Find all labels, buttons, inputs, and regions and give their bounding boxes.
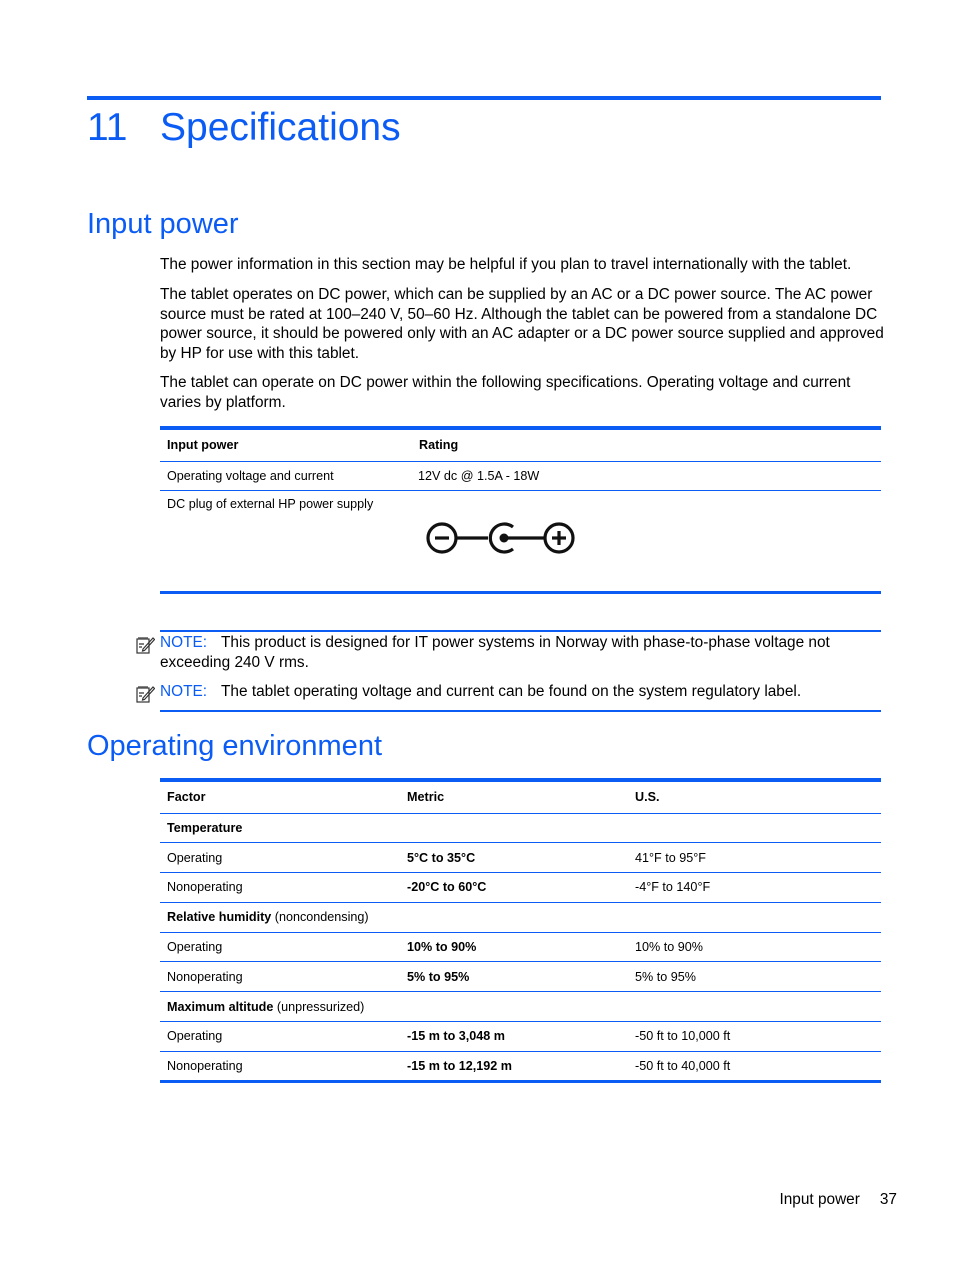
factor-cell: Operating	[160, 1022, 400, 1052]
us-cell: -50 ft to 10,000 ft	[628, 1022, 881, 1052]
group-title: Maximum altitude	[167, 999, 274, 1014]
group-label	[160, 813, 881, 843]
table-group-row	[160, 813, 881, 843]
factor-cell: Operating	[160, 843, 400, 873]
section-heading-input-power: Input power	[87, 208, 239, 240]
note-label: NOTE:	[160, 634, 208, 651]
chapter-number: 11	[87, 106, 128, 149]
cell: 12V dc @ 1.5A - 18W	[412, 461, 881, 491]
us-cell: -50 ft to 40,000 ft	[628, 1051, 881, 1081]
table-row	[160, 932, 881, 962]
factor-cell: Operating	[160, 932, 400, 962]
table-header: Input power	[160, 428, 412, 461]
dc-polarity-icon	[425, 520, 579, 556]
group-label	[160, 902, 881, 932]
note-label: NOTE:	[160, 683, 208, 700]
metric-cell: -15 m to 3,048 m	[400, 1022, 628, 1052]
factor-cell: Nonoperating	[160, 873, 400, 903]
cell: DC plug of external HP power supply	[160, 491, 412, 593]
note-pencil-icon	[136, 685, 155, 703]
table-row	[160, 843, 881, 873]
group-label	[160, 992, 881, 1022]
paragraph: The tablet can operate on DC power within the following specifications. Operating voltage and current varies by platform.	[160, 374, 851, 411]
us-cell: 5% to 95%	[628, 962, 881, 992]
note-rule	[160, 630, 881, 632]
table-row	[160, 1022, 881, 1052]
note-text: This product is designed for IT power systems in Norway with phase-to-phase voltage not exceeding 240 V rms.	[160, 634, 830, 671]
footer-section: Input power	[779, 1191, 860, 1208]
us-cell: -4°F to 140°F	[628, 873, 881, 903]
note	[136, 682, 886, 702]
metric-cell: 5% to 95%	[400, 962, 628, 992]
note	[136, 633, 886, 672]
operating-environment-table	[160, 778, 881, 1083]
note-text: The tablet operating voltage and current can be found on the system regulatory label.	[221, 683, 802, 700]
chapter-rule	[87, 96, 881, 100]
table-group-row	[160, 992, 881, 1022]
table-header: Factor	[160, 780, 400, 813]
group-qualifier: (noncondensing)	[271, 910, 369, 925]
metric-cell: -15 m to 12,192 m	[400, 1051, 628, 1081]
note-pencil-icon	[136, 636, 155, 654]
chapter-title-text: Specifications	[160, 106, 401, 149]
page-footer	[779, 1191, 897, 1209]
table-header: Rating	[412, 428, 881, 461]
table-header: Metric	[400, 780, 628, 813]
paragraph: The power information in this section may be helpful if you plan to travel internationally with the tablet.	[160, 256, 852, 273]
metric-cell: -20°C to 60°C	[400, 873, 628, 903]
table-row	[160, 1051, 881, 1081]
group-title: Relative humidity	[167, 910, 272, 925]
us-cell: 10% to 90%	[628, 932, 881, 962]
table-header: U.S.	[628, 780, 881, 813]
page-number: 37	[879, 1191, 897, 1208]
group-title: Temperature	[167, 820, 243, 835]
note-rule	[160, 710, 881, 712]
metric-cell: 5°C to 35°C	[400, 843, 628, 873]
cell: Operating voltage and current	[160, 461, 412, 491]
table-group-row	[160, 902, 881, 932]
chapter-title	[87, 106, 401, 150]
table-row	[160, 962, 881, 992]
factor-cell: Nonoperating	[160, 962, 400, 992]
table-row	[160, 491, 881, 593]
table-row	[160, 873, 881, 903]
group-qualifier: (unpressurized)	[273, 999, 365, 1014]
section-heading-operating-environment: Operating environment	[87, 730, 382, 762]
metric-cell: 10% to 90%	[400, 932, 628, 962]
factor-cell: Nonoperating	[160, 1051, 400, 1081]
input-power-table	[160, 426, 881, 594]
cell	[412, 491, 881, 593]
table-row	[160, 461, 881, 491]
paragraph: The tablet operates on DC power, which can be supplied by an AC or a DC power source. The AC power source must be rated at 100–240 V, 50–60 Hz. Although the tablet can be powered from a standalone DC power source, it should be powered only with an AC adapter or a DC power source supplied and approved by HP for use with this tablet.	[160, 286, 884, 362]
us-cell: 41°F to 95°F	[628, 843, 881, 873]
